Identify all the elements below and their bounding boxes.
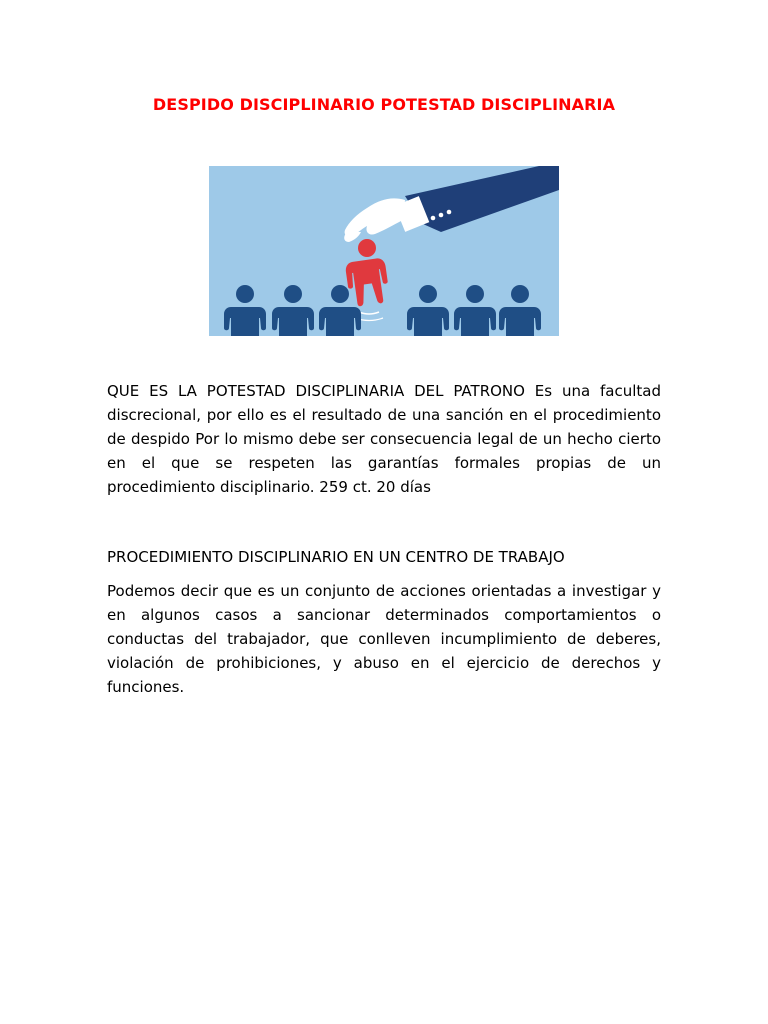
paragraph-potestad: QUE ES LA POTESTAD DISCIPLINARIA DEL PATRONO Es una facultad discrecional, por ello es el resultado de una sanción en el procedimiento de despido Por lo mismo debe ser consecuencia legal de un hecho cierto en el que se respeten las garantías formales propias de un procedimiento disciplinario. 259 ct. 20 días (107, 382, 661, 496)
document-title: DESPIDO DISCIPLINARIO POTESTAD DISCIPLINARIA (152, 95, 616, 114)
section-heading-procedimiento: PROCEDIMIENTO DISCIPLINARIO EN UN CENTRO DE TRABAJO (107, 548, 565, 566)
paragraph-procedimiento: Podemos decir que es un conjunto de acciones orientadas a investigar y en algunos casos a sancionar determinados comportamientos o conductas del trabajador, que conlleven incumplimiento de deberes, violación de prohibiciones, y abuso en el ejercicio de derechos y funciones. (107, 582, 661, 696)
dismissal-illustration (209, 166, 559, 336)
